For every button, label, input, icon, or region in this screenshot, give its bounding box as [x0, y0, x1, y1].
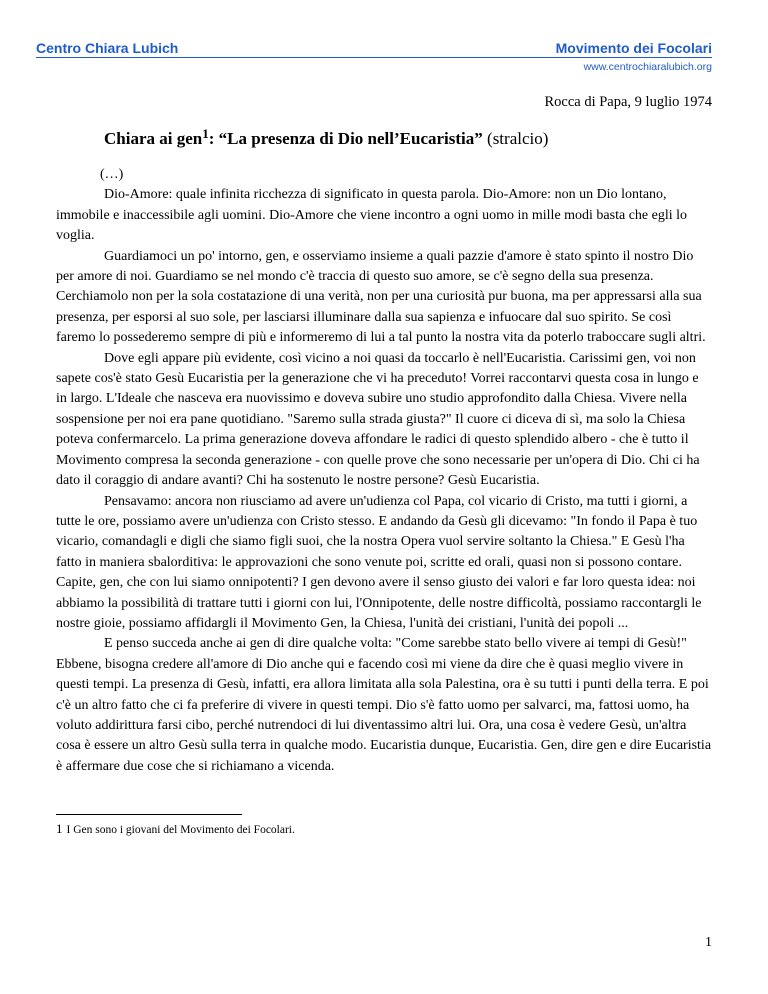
body-paragraph: Guardiamoci un po' intorno, gen, e osserviamo insieme a quali pazzie d'amore è stato spinto il nostro Dio per amore di noi. Guardiamo se nel mondo c'è traccia di questo suo amore, se c'è segno della sua presenza. Cerchiamolo non per la sola costatazione di una verità, non per una curiosità pur buona, ma per appressarsi alla sua presenza, per esporsi al suo sole, per lasciarsi illuminare dalla sua sapienza e infuocare dal suo spirito. Se così faremo lo possederemo sempre di più e informeremo di lui a tal punto la nostra vita da poterlo traboccare sugli altri.	[56, 248, 706, 346]
header-movement-title: Movimento dei Focolari	[555, 40, 712, 56]
title-prefix: Chiara ai gen	[104, 129, 203, 148]
footnote-divider	[56, 814, 242, 815]
body-paragraph: Dove egli appare più evidente, così vicino a noi quasi da toccarlo è nell'Eucaristia. Carissimi gen, voi non sapete cos'è stato Gesù Eucaristia per la generazione che vi ha preceduto! Vorrei raccontarvi questa cosa in lungo e in largo. L'Ideale che nasceva era nuovissimo e doveva subire uno studio approfondito dalla Chiesa. Vivere nella sospensione per noi era pane quotidiano. "Saremo sulla strada giusta?" Il cuore ci diceva di sì, ma solo la Chiesa poteva confermarcelo. La prima generazione doveva affondare le radici di questo splendido albero - che è tutto il Movimento compresa la seconda generazione - con quelle prove che sono necessarie per un'opera di Dio. Chi ci ha dato il coraggio di andare avanti? Chi ha sostenuto le nostre persone? Gesù Eucaristia.	[56, 350, 700, 489]
header-org-title: Centro Chiara Lubich	[36, 40, 179, 56]
title-main: : “La presenza di Dio nell’Eucaristia”	[208, 129, 483, 148]
footnote	[56, 821, 295, 837]
page-number: 1	[705, 935, 712, 950]
body-paragraph: E penso succeda anche ai gen di dire qualche volta: "Come sarebbe stato bello vivere ai tempi di Gesù!" Ebbene, bisogna credere all'amore di Dio anche qui e facendo così mi viene da dire che è quasi meglio vivere in questi tempi. La presenza di Gesù, infatti, era allora limitata alla sola Palestina, ora è su tutti i punti della terra. E poi c'è un altro fatto che ci fa preferire di vivere in questi tempi. Dio s'è fatto uomo per salvarci, ma, fattosi uomo, ha voluto addirittura farsi cibo, perché nutrendoci di lui diventassimo altri lui. Ora, una cosa è vedere Gesù, un'altra cosa è essere un altro Gesù sulla terra in qualche modo. Eucaristia dunque, Eucaristia. Gen, dire gen e dire Eucaristia è affermare due cose che si richiamano a vicenda.	[56, 636, 712, 774]
footnote-reference[interactable]: 1	[202, 126, 209, 141]
place-date: Rocca di Papa, 9 luglio 1974	[544, 94, 712, 110]
body-paragraph: Dio-Amore: quale infinita ricchezza di significato in questa parola. Dio-Amore: non un Dio lontano, immobile e inaccessibile agli uomini. Dio-Amore che viene incontro a ogni uomo in mille modi basta che egli lo voglia.	[56, 187, 688, 244]
document-body	[56, 165, 712, 777]
footnote-text: I Gen sono i giovani del Movimento dei Focolari.	[66, 824, 295, 836]
omission-marker: (…)	[100, 167, 124, 182]
header-divider	[36, 57, 712, 58]
footnote-number: 1	[56, 821, 63, 836]
header-url-link[interactable]: www.centrochiaralubich.org	[583, 61, 712, 73]
body-paragraph: Pensavamo: ancora non riusciamo ad avere un'udienza col Papa, col vicario di Cristo, ma tutti i giorni, a tutte le ore, possiamo avere un'udienza con Cristo stesso. E andando da Gesù gli dicevamo: "In fondo il Papa è tuo vicario, comandagli e digli che siamo figli suoi, che la nostra Opera vuol servire soltanto la Chiesa." E Gesù l'ha fatto in maniera sbalorditiva: le approvazioni che sono venute poi, scritte ed orali, quasi non si possono contare. Capite, gen, che con lui siamo onnipotenti? I gen devono avere il senso giusto dei valori e far loro questa idea: noi abbiamo la possibilità di trattare tutti i giorni con lui, l'Onnipotente, delle nostre difficoltà, possiamo raccontargli le nostre gioie, possiamo affidargli il Movimento Gen, la Chiesa, l'unità dei cristiani, l'unità dei popoli ...	[56, 493, 702, 631]
document-title	[104, 126, 549, 149]
title-suffix: (stralcio)	[482, 129, 549, 148]
